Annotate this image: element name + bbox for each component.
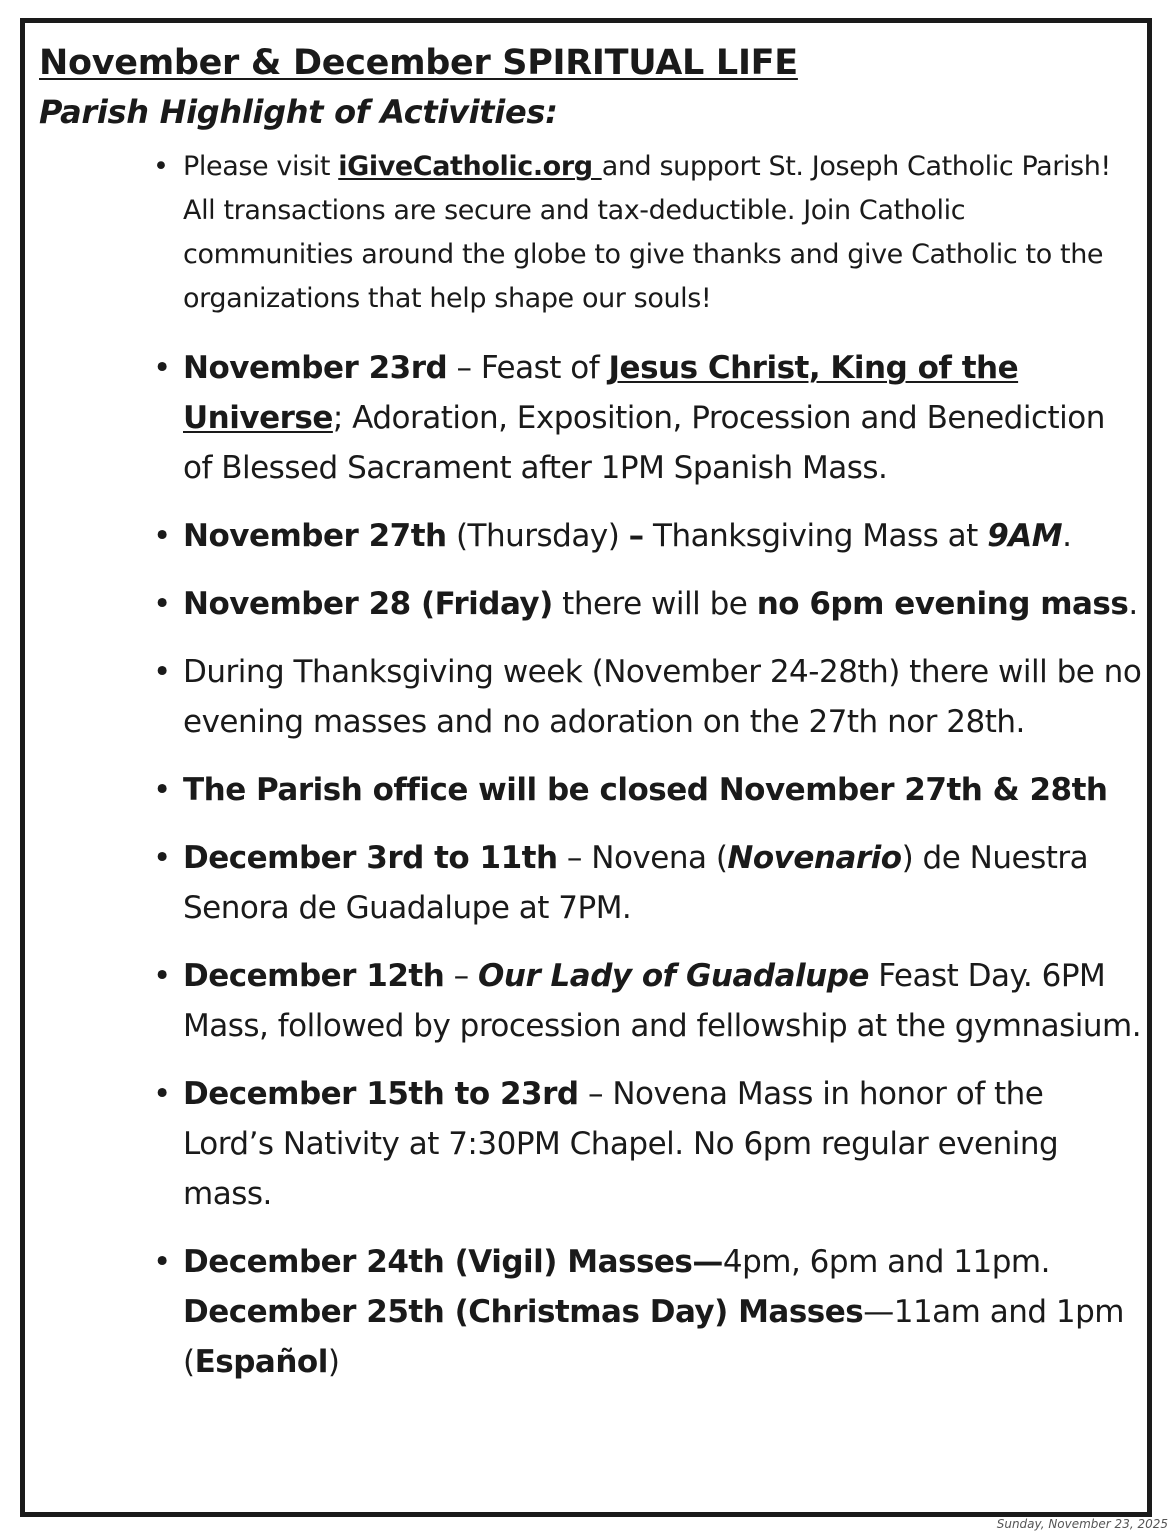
bullet: • bbox=[153, 586, 171, 622]
footer-date: Sunday, November 23, 2025 bbox=[996, 1517, 1168, 1531]
bullet: • bbox=[153, 1244, 171, 1280]
list-item-nov-27: • November 27th (Thursday) – Thanksgiving Mass at 9AM. bbox=[147, 511, 1142, 561]
list-item-nov-28: • November 28 (Friday) there will be no 6pm evening mass. bbox=[147, 579, 1142, 629]
bullet: • bbox=[153, 654, 171, 690]
bullet: • bbox=[153, 350, 171, 386]
list-item-dec-12: • December 12th – Our Lady of Guadalupe Feast Day. 6PM Mass, followed by procession and fellowship at the gymnasium. bbox=[147, 951, 1142, 1051]
page-title: November & December SPIRITUAL LIFE bbox=[39, 43, 798, 83]
igivecatholic-link[interactable]: iGiveCatholic.org bbox=[338, 151, 602, 182]
list-item-nov-23: • November 23rd – Feast of Jesus Christ, King of the Universe; Adoration, Exposition, Procession and Benediction of Blessed Sacrament after 1PM Spanish Mass. bbox=[147, 343, 1142, 493]
bullet: • bbox=[153, 958, 171, 994]
page-subtitle: Parish Highlight of Activities: bbox=[39, 93, 558, 131]
bullet: • bbox=[153, 151, 169, 182]
content-frame bbox=[20, 18, 1152, 1517]
list-item-office-closed: • The Parish office will be closed November 27th & 28th bbox=[147, 765, 1142, 815]
bullet: • bbox=[153, 840, 171, 876]
list-item-christmas-masses: • December 24th (Vigil) Masses—4pm, 6pm and 11pm. December 25th (Christmas Day) Masses—11am and 1pm (Español) bbox=[147, 1237, 1142, 1387]
list-item-dec-15: • December 15th to 23rd – Novena Mass in honor of the Lord’s Nativity at 7:30PM Chapel. No 6pm regular evening mass. bbox=[147, 1069, 1142, 1219]
list-item-dec-3: • December 3rd to 11th – Novena (Novenario) de Nuestra Senora de Guadalupe at 7PM. bbox=[147, 833, 1142, 933]
list-item-thanksgiving-week: • During Thanksgiving week (November 24-28th) there will be no evening masses and no adoration on the 27th nor 28th. bbox=[147, 647, 1142, 747]
activity-list bbox=[147, 145, 1142, 1387]
list-item-igivecatholic: • Please visit iGiveCatholic.org and support St. Joseph Catholic Parish! All transactions are secure and tax-deductible. Join Catholic communities around the globe to give thanks and give Catholic to the organizations that help shape our souls! bbox=[147, 145, 1142, 321]
bullet: • bbox=[153, 772, 171, 808]
bullet: • bbox=[153, 1076, 171, 1112]
bullet: • bbox=[153, 518, 171, 554]
